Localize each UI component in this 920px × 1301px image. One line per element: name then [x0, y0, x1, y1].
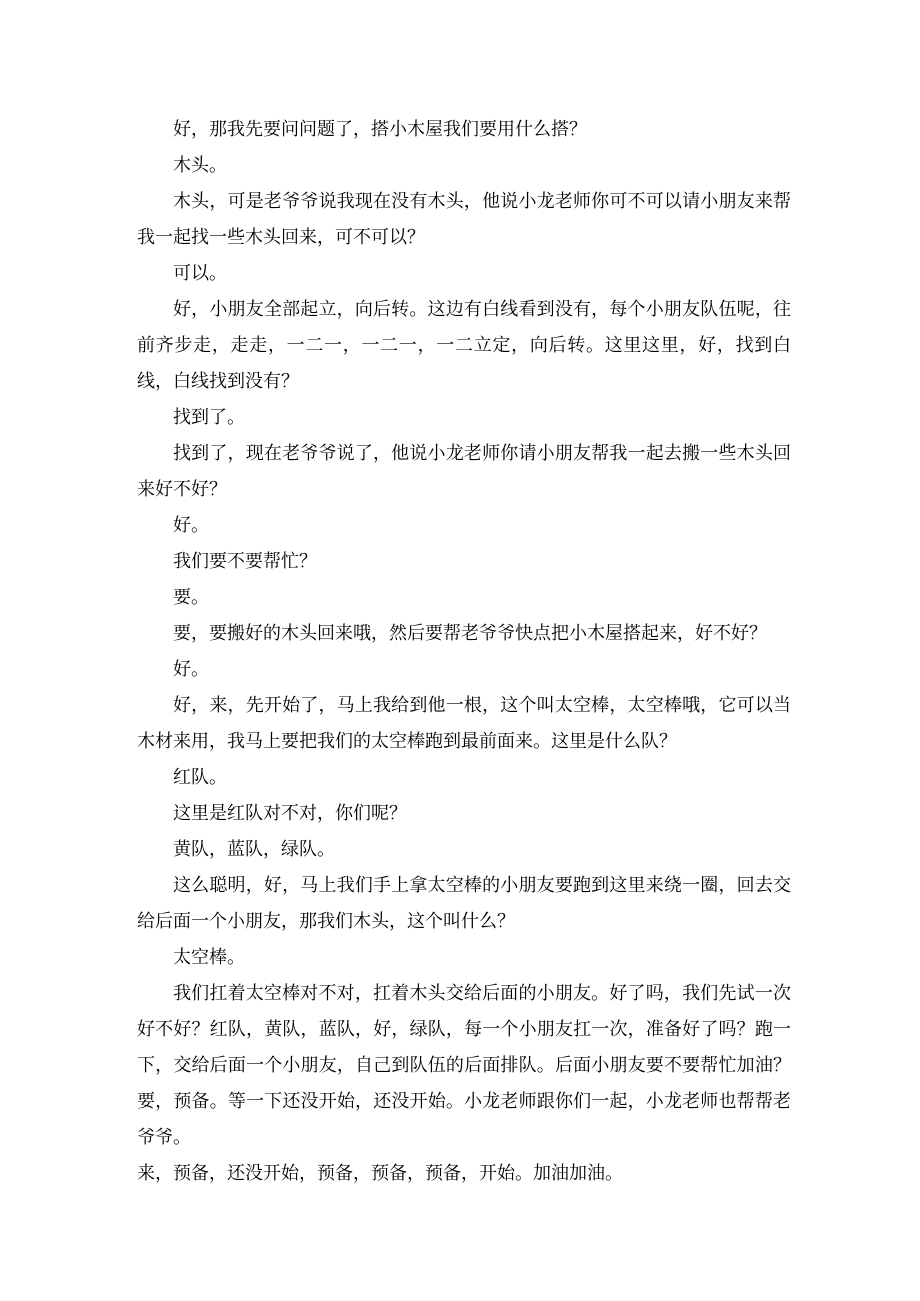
- paragraph-12: 好。: [173, 659, 209, 680]
- paragraph-9: 我们要不要帮忙？: [173, 551, 317, 572]
- paragraph-19: 我们扛着太空棒对不对，扛着木头交给后面的小朋友。好了吗，我们先试一次好不好？红队，黄队，蓝队，好，绿队，每一个小朋友扛一次，准备好了吗？跑一下，交给后面一个小朋友，自己到队伍的后面排队。后面小朋友要不要帮忙加油？要，预备。等一下还没开始，还没开始。小龙老师跟你们一起，小龙老师也帮帮老爷爷。: [137, 983, 791, 1148]
- paragraph-11: 要，要搬好的木头回来哦，然后要帮老爷爷快点把小木屋搭起来，好不好？: [173, 623, 767, 644]
- paragraph-16: 黄队，蓝队，绿队。: [173, 839, 335, 860]
- transcript-body: [137, 112, 791, 1192]
- paragraph-4: 可以。: [173, 263, 227, 284]
- paragraph-18: 太空棒。: [173, 947, 245, 968]
- paragraph-1: 好，那我先要问问题了，搭小木屋我们要用什么搭？: [173, 119, 587, 140]
- paragraph-13: 好，来，先开始了，马上我给到他一根，这个叫太空棒，太空棒哦，它可以当木材来用，我马上要把我们的太空棒跑到最前面来。这里是什么队？: [137, 695, 791, 752]
- paragraph-5: 好，小朋友全部起立，向后转。这边有白线看到没有，每个小朋友队伍呢，往前齐步走，走走，一二一，一二一，一二立定，向后转。这里这里，好，找到白线，白线找到没有？: [137, 299, 791, 392]
- paragraph-10: 要。: [173, 587, 209, 608]
- paragraph-7: 找到了，现在老爷爷说了，他说小龙老师你请小朋友帮我一起去搬一些木头回来好不好？: [137, 443, 791, 500]
- paragraph-2: 木头。: [173, 155, 227, 176]
- paragraph-3: 木头，可是老爷爷说我现在没有木头，他说小龙老师你可不可以请小朋友来帮我一起找一些木头回来，可不可以？: [137, 191, 791, 248]
- paragraph-15: 这里是红队对不对，你们呢？: [173, 803, 407, 824]
- paragraph-17: 这么聪明，好，马上我们手上拿太空棒的小朋友要跑到这里来绕一圈，回去交给后面一个小朋友，那我们木头，这个叫什么？: [137, 875, 791, 932]
- paragraph-8: 好。: [173, 515, 209, 536]
- paragraph-14: 红队。: [173, 767, 227, 788]
- paragraph-6: 找到了。: [173, 407, 245, 428]
- paragraph-20: 来，预备，还没开始，预备，预备，预备，开始。加油加油。: [137, 1163, 623, 1184]
